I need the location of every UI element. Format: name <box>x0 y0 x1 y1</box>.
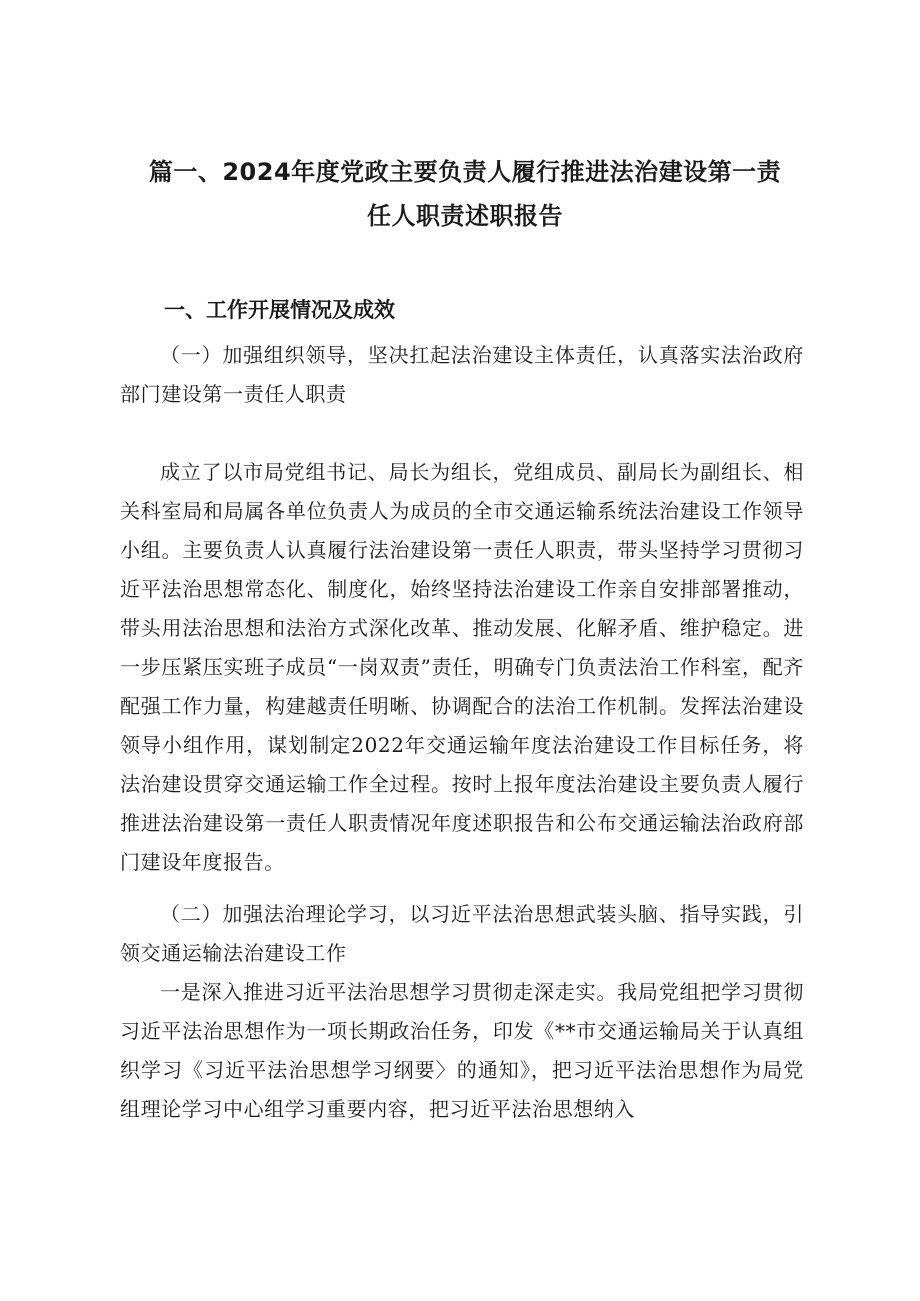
subsection-heading-1: （一）加强组织领导，坚决扛起法治建设主体责任，认真落实法治政府部门建设第一责任人职责 <box>120 343 804 406</box>
section-heading: 一、工作开展情况及成效 <box>164 298 395 322</box>
body-paragraph-1: 成立了以市局党组书记、局长为组长，党组成员、副局长为副组长、相关科室局和局属各单位负责人为成员的全市交通运输系统法治建设工作领导小组。主要负责人认真履行法治建设第一责任人职责，带头坚持学习贯彻习近平法治思想常态化、制度化，始终坚持法治建设工作亲自安排部署推动，带头用法治思想和法治方式深化改革、推动发展、化解矛盾、维护稳定。进一步压紧压实班子成员“一岗双责”责任，明确专门负责法治工作科室，配齐配强工作力量，构建越责任明晰、协调配合的法治工作机制。发挥法治建设领导小组作用，谋划制定2022年交通运输年度法治建设工作目标任务，将法治建设贯穿交通运输工作全过程。按时上报年度法治建设主要负责人履行推进法治建设第一责任人职责情况年度述职报告和公布交通运输法治政府部门建设年度报告。 <box>120 460 804 874</box>
subsection-heading-2: （二）加强法治理论学习，以习近平法治思想武装头脑、指导实践，引领交通运输法治建设工作 <box>120 902 804 965</box>
document-title-line-2: 任人职责述职报告 <box>367 202 563 230</box>
body-paragraph-2: 一是深入推进习近平法治思想学习贯彻走深走实。我局党组把学习贯彻习近平法治思想作为一项长期政治任务，印发《**市交通运输局关于认真组织学习《习近平法治思想学习纲要〉的通知》，把习近平法治思想作为局党组理论学习中心组学习重要内容，把习近平法治思想纳入 <box>120 980 804 1121</box>
document-title-line-1: 篇一、2024年度党政主要负责人履行推进法治建设第一责 <box>148 158 782 186</box>
